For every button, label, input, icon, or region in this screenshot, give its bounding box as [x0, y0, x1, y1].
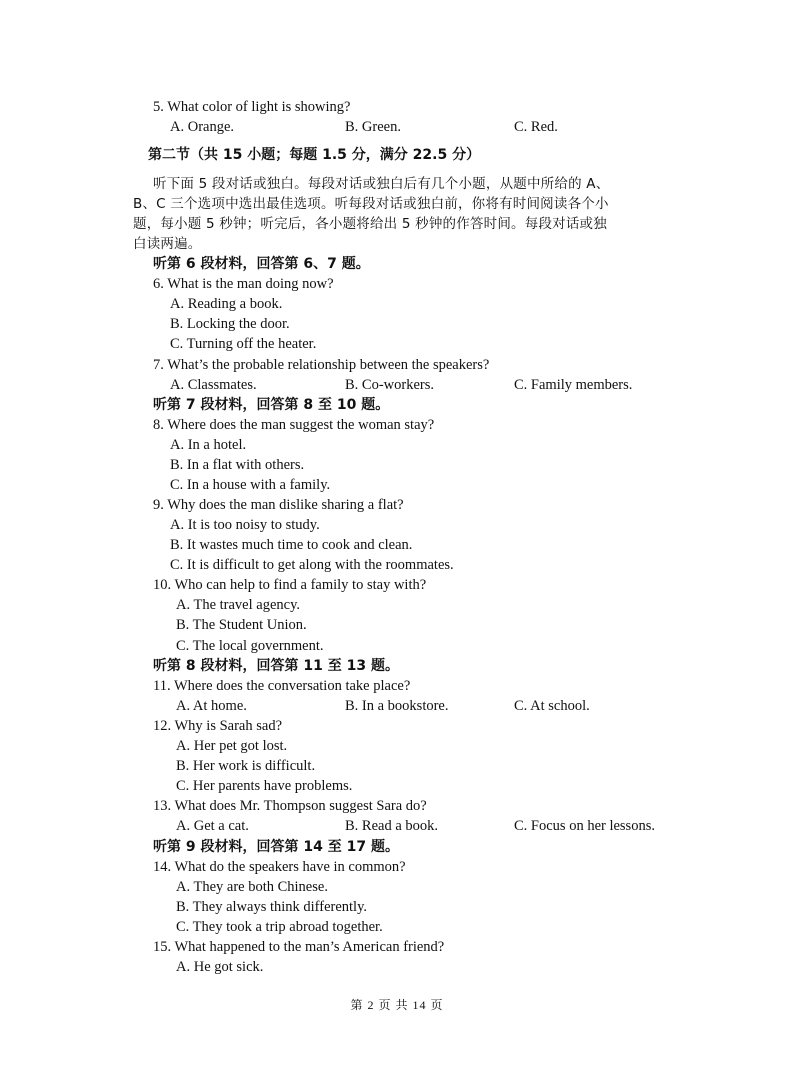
question-13-stem: 13. What does Mr. Thompson suggest Sara do? — [153, 798, 427, 814]
question-12-option-c: C. Her parents have problems. — [176, 778, 353, 794]
material-9-label: 听第 9 段材料，回答第 14 至 17 题。 — [153, 839, 399, 855]
question-15-stem: 15. What happened to the man’s American friend? — [153, 939, 445, 955]
question-11-option-b: B. In a bookstore. — [345, 698, 449, 714]
question-6-option-a: A. Reading a book. — [170, 296, 283, 312]
section-2-heading: 第二节（共 15 小题；每题 1.5 分，满分 22.5 分） — [148, 147, 481, 163]
material-7-label: 听第 7 段材料，回答第 8 至 10 题。 — [153, 397, 390, 413]
question-6-option-c: C. Turning off the heater. — [170, 336, 317, 352]
question-12-option-a: A. Her pet got lost. — [176, 738, 288, 754]
question-10-stem: 10. Who can help to find a family to stay with? — [153, 577, 427, 593]
question-11-option-a: A. At home. — [176, 698, 247, 714]
question-15-option-a: A. He got sick. — [176, 959, 264, 975]
question-8-option-c: C. In a house with a family. — [170, 477, 331, 493]
question-5-option-b: B. Green. — [345, 119, 401, 135]
question-5-option-c: C. Red. — [514, 119, 558, 135]
question-9-option-a: A. It is too noisy to study. — [170, 517, 320, 533]
question-9-stem: 9. Why does the man dislike sharing a flat? — [153, 497, 404, 513]
question-14-option-c: C. They took a trip abroad together. — [176, 919, 383, 935]
question-14-stem: 14. What do the speakers have in common? — [153, 859, 406, 875]
question-12-option-b: B. Her work is difficult. — [176, 758, 316, 774]
instructions-line-3: 题，每小题 5 秒钟；听完后，各小题将给出 5 秒钟的作答时间。每段对话或独 — [133, 216, 607, 232]
question-11-stem: 11. Where does the conversation take place? — [153, 678, 411, 694]
question-7-option-b: B. Co-workers. — [345, 377, 435, 393]
page-footer: 第 2 页 共 14 页 — [350, 998, 444, 1012]
question-7-option-a: A. Classmates. — [170, 377, 257, 393]
question-10-option-c: C. The local government. — [176, 638, 324, 654]
question-10-option-b: B. The Student Union. — [176, 617, 307, 633]
question-11-option-c: C. At school. — [514, 698, 590, 714]
question-8-option-b: B. In a flat with others. — [170, 457, 305, 473]
question-13-option-a: A. Get a cat. — [176, 818, 249, 834]
question-13-option-b: B. Read a book. — [345, 818, 439, 834]
question-14-option-b: B. They always think differently. — [176, 899, 368, 915]
question-8-option-a: A. In a hotel. — [170, 437, 247, 453]
instructions-line-1: 听下面 5 段对话或独白。每段对话或独白后有几个小题，从题中所给的 A、 — [153, 176, 610, 192]
question-6-stem: 6. What is the man doing now? — [153, 276, 334, 292]
question-6-option-b: B. Locking the door. — [170, 316, 290, 332]
question-9-option-b: B. It wastes much time to cook and clean. — [170, 537, 413, 553]
question-13-option-c: C. Focus on her lessons. — [514, 818, 655, 834]
question-8-stem: 8. Where does the man suggest the woman stay? — [153, 417, 435, 433]
question-7-option-c: C. Family members. — [514, 377, 633, 393]
question-7-stem: 7. What’s the probable relationship between the speakers? — [153, 357, 490, 373]
question-12-stem: 12. Why is Sarah sad? — [153, 718, 282, 734]
question-5-stem: 5. What color of light is showing? — [153, 99, 351, 115]
question-10-option-a: A. The travel agency. — [176, 597, 301, 613]
question-9-option-c: C. It is difficult to get along with the roommates. — [170, 557, 454, 573]
question-14-option-a: A. They are both Chinese. — [176, 879, 328, 895]
material-8-label: 听第 8 段材料，回答第 11 至 13 题。 — [153, 658, 399, 674]
instructions-line-4: 白读两遍。 — [133, 236, 202, 252]
question-5-option-a: A. Orange. — [170, 119, 235, 135]
instructions-line-2: B、C 三个选项中选出最佳选项。听每段对话或独白前，你将有时间阅读各个小 — [133, 196, 609, 212]
material-6-label: 听第 6 段材料，回答第 6、7 题。 — [153, 256, 370, 272]
